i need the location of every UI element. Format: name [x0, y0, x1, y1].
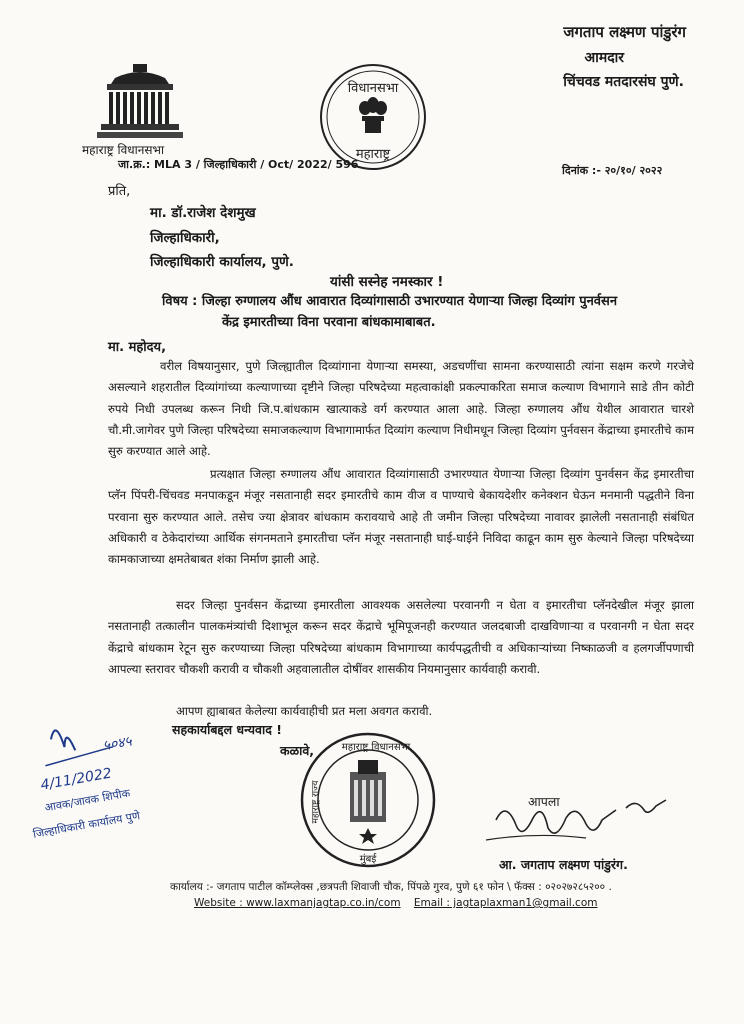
paragraph-2: प्रत्यक्षात जिल्हा रुग्णालय औंध आवारात दिव्यांगासाठी उभारण्यात येणाऱ्या जिल्हा दिव्यांग पुनर्वसन केंद्र इमारतीचा प्लॅन पिंपरी-चिंचवड मनपाकडून मंजूर नसतानाही सदर इमारतीचे काम वीज व पाण्याचे बेकायदेशीर कनेक्शन घेऊन मनमानी पद्धतीने विना परवाना सुरु करण्यात आले. तसेच ज्या क्षेत्रावर बांधकाम करावयाचे आहे ती जमीन जिल्हा परिषदेच्या नावावर झालेली नसतानाही संबंधित अधिकारी व ठेकेदारांच्या आर्थिक संगनमताने इमारतीचा प्लॅन मंजूर नसतानाही घाई-घाईने निविदा काढून काम सुरु केल्याने जिल्हा परिषदेच्या कामकाजाच्या क्षमतेबाबत शंका निर्माण झाली आहे.: [108, 467, 694, 567]
recipient-name: मा. डॉ.राजेश देशमुख: [150, 205, 256, 221]
prati-label: प्रति,: [108, 184, 131, 199]
website-link[interactable]: Website : www.laxmanjagtap.co.in/com: [194, 897, 401, 909]
vidhansabha-label: महाराष्ट्र विधानसभा: [82, 143, 165, 157]
state-emblem: [318, 62, 428, 172]
letter-date: दिनांक :- २०/१०/ २०२२: [562, 164, 663, 177]
salutation: मा. महोदय,: [108, 340, 167, 355]
paragraph-3: सदर जिल्हा पुनर्वसन केंद्राच्या इमारतीला आवश्यक असलेल्या परवानगी न घेता व इमारतीचा प्लॅनदेखील मंजूर झाला नसतानाही तत्कालीन पालकमंत्र्यांची दिशाभूल करून सदर केंद्राचे भूमिपूजनही करण्यात जलदबाजी दाखविणाऱ्या व परवानगी न घेता सदर केंद्राचे बांधकाम रेटून सुरु करण्याच्या जिल्हा परिषदेच्या बांधकाम विभागाच्या कार्यपद्धतीची व अधिकाऱ्यांच्या निष्काळजी व हलगर्जीपणाची आपल्या स्तरावर चौकशी करावी व चौकशी अहवालातील दोषींवर शासकीय नियमानुसार कार्यवाही करावी.: [108, 598, 694, 676]
signatory-name: आ. जगताप लक्ष्मण पांडुरंग.: [499, 857, 628, 872]
receipt-line-2: जिल्हाधिकारी कार्यालय पुणे: [32, 809, 141, 841]
constituency: चिंचवड मतदारसंघ पुणे.: [563, 74, 684, 90]
receipt-line-1: आवक/जावक शिपीक: [43, 786, 132, 815]
signature: [476, 780, 676, 855]
seal-bottom-text: मुंबई: [359, 854, 377, 865]
aapla: आपला: [528, 794, 560, 809]
greeting: यांसी सस्नेह नमस्कार !: [330, 274, 444, 290]
round-seal-stamp: [298, 730, 438, 870]
receipt-stamp: [18, 700, 198, 850]
paragraph-4: आपण ह्याबाबत केलेल्या कार्यवाहीची प्रत मला अवगत करावी.: [176, 704, 433, 718]
subject-line-1: विषय : जिल्हा रुग्णालय औंध आवारात दिव्यांगासाठी उभारण्यात येणाऱ्या जिल्हा दिव्यांग पुनर्वसन: [162, 294, 618, 309]
office-address: कार्यालय :- जगताप पाटील कॉम्प्लेक्स ,छत्रपती शिवाजी चौक, पिंपळे गुरव, पुणे ६१ फोन \ फॅक्स : ०२०२७२८५२०० .: [170, 881, 612, 893]
vidhan-bhavan-logo: [95, 62, 185, 142]
mla-role: आमदार: [584, 50, 624, 66]
email-link[interactable]: Email : jagtaplaxman1@gmail.com: [413, 897, 598, 909]
receipt-number: ५०४५: [101, 733, 134, 755]
emblem-top-text: विधानसभा: [347, 81, 399, 96]
recipient-office: जिल्हाधिकारी कार्यालय, पुणे.: [150, 254, 294, 270]
subject-line-2: केंद्र इमारतीच्या विना परवाना बांधकामाबाबत.: [222, 315, 436, 330]
emblem-bottom-text: महाराष्ट्र: [355, 147, 391, 162]
seal-left-text: महाराष्ट्र राज्य: [311, 780, 321, 824]
website-email-line: [194, 897, 597, 909]
mla-name: जगताप लक्ष्मण पांडुरंग: [563, 23, 686, 41]
subject: [162, 291, 682, 333]
recipient-designation: जिल्हाधिकारी,: [150, 230, 220, 246]
paragraph-1: वरील विषयानुसार, पुणे जिल्ह्यातील दिव्यांगाना येणाऱ्या समस्या, अडचणींचा सामना करण्यासाठी त्यांना सक्षम करणे गरजेचे असल्याने शहरातील दिव्यांगांच्या कल्याणाच्या दृष्टीने जिल्हा परिषदेच्या महत्वाकांक्षी प्रकल्पाकरिता समाज कल्याण विभागाने साडे तीन कोटी रुपये निधी उपलब्ध करून निधी जि.प.बांधकाम खात्याकडे वर्ग करण्यात आला आहे. जिल्हा रुग्णालय औंध येथील आवारात चारशे चौ.मी.जागेवर पुणे जिल्हा परिषदेच्या समाजकल्याण विभागामार्फत दिव्यांग कल्याण निधीमधून जिल्हा दिव्यांग पुर्नवसन केंद्राच्या इमारतीचे काम सुरु करण्यात आले आहे.: [108, 359, 694, 459]
thanks-line: सहकार्याबद्दल धन्यवाद !: [172, 722, 282, 737]
receipt-date: 4/11/2022: [39, 765, 113, 794]
seal-top-text: महाराष्ट्र विधानसभा: [341, 742, 411, 753]
reference-number: जा.क्र.: MLA 3 / जिल्हाधिकारी / Oct/ 2022/ 596: [118, 158, 359, 171]
kalave: कळावे,: [280, 743, 315, 758]
